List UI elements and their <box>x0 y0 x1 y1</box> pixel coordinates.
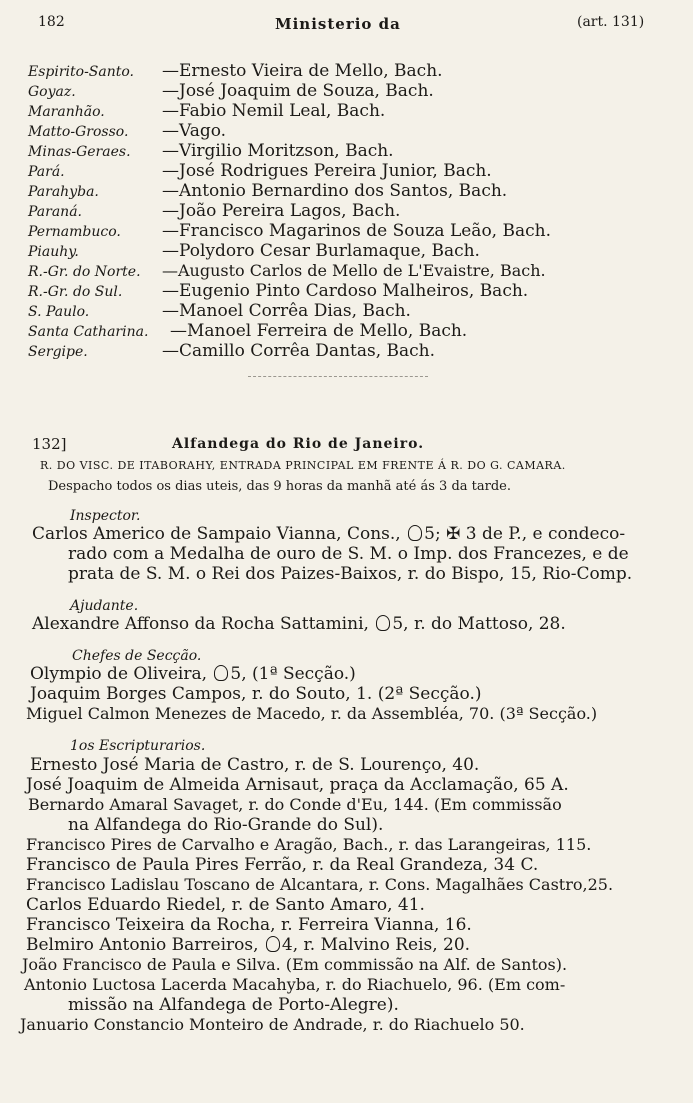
chefe-detail: 5, (1ª Secção.) <box>230 664 356 684</box>
role-escripturarios: 1os Escripturarios. <box>70 738 206 754</box>
section-title: Alfandega do Rio de Janeiro. <box>172 436 425 452</box>
escripturario-line: Ernesto José Maria de Castro, r. de S. Lourenço, 40. <box>30 755 480 775</box>
president-name: —José Joaquim de Souza, Bach. <box>162 81 434 101</box>
inspector-line: prata de S. M. o Rei dos Paizes-Baixos, r. do Bispo, 15, Rio-Comp. <box>68 564 633 584</box>
escripturario-line: Bernardo Amaral Savaget, r. do Conde d'Eu, 144. (Em commissão <box>28 795 562 814</box>
province-label: Minas-Geraes. <box>28 144 131 160</box>
escripturario-name: Belmiro Antonio Barreiros, <box>26 935 259 955</box>
role-inspector: Inspector. <box>70 508 141 524</box>
section-hours: Despacho todos os dias uteis, das 9 horas da manhã até ás 3 da tarde. <box>48 479 511 494</box>
province-label: Pernambuco. <box>28 224 121 240</box>
escripturario-line <box>26 935 470 955</box>
province-label: S. Paulo. <box>28 304 90 320</box>
escripturario-line: Francisco Teixeira da Rocha, r. Ferreira Vianna, 16. <box>26 915 472 935</box>
escripturario-line: Antonio Luctosa Lacerda Macahyba, r. do Riachuelo, 96. (Em com- <box>24 975 566 994</box>
ajudante-line <box>32 614 566 634</box>
escripturario-line: missão na Alfandega de Porto-Alegre). <box>68 995 399 1015</box>
escripturario-line: José Joaquim de Almeida Arnisaut, praça da Acclamação, 65 A. <box>26 775 569 795</box>
page-number: 182 <box>38 14 65 30</box>
province-label: Maranhão. <box>28 104 105 120</box>
province-label: Matto-Grosso. <box>28 124 129 140</box>
escripturario-line: na Alfandega do Rio-Grande do Sul). <box>68 815 384 835</box>
president-name: —Manoel Ferreira de Mello, Bach. <box>170 321 468 341</box>
province-label: Parahyba. <box>28 184 99 200</box>
president-name: —Antonio Bernardino dos Santos, Bach. <box>162 181 508 201</box>
inspector-decoration: ✠ 3 de P., e condeco- <box>446 524 626 544</box>
province-label: Espirito-Santo. <box>28 64 135 80</box>
ajudante-address: 5, r. do Mattoso, 28. <box>392 614 566 634</box>
inspector-line: rado com a Medalha de ouro de S. M. o Imp. dos Francezes, e de <box>68 544 629 564</box>
province-label: Paraná. <box>28 204 82 220</box>
province-label: R.-Gr. do Sul. <box>28 284 123 300</box>
province-label: Piauhy. <box>28 244 79 260</box>
chefe-name: Olympio de Oliveira, <box>30 664 207 684</box>
role-chefes: Chefes de Secção. <box>72 648 202 664</box>
president-name: —Polydoro Cesar Burlamaque, Bach. <box>162 241 480 261</box>
chefe-line: Joaquim Borges Campos, r. do Souto, 1. (2ª Secção.) <box>30 684 482 704</box>
ajudante-name: Alexandre Affonso da Rocha Sattamini, <box>32 614 369 634</box>
president-name: —João Pereira Lagos, Bach. <box>162 201 401 221</box>
article-reference: (art. 131) <box>577 14 645 30</box>
president-name: —Vago. <box>162 121 227 141</box>
province-label: Sergipe. <box>28 344 88 360</box>
inspector-line <box>32 524 625 544</box>
chefe-line: Miguel Calmon Menezes de Macedo, r. da Assembléa, 70. (3ª Secção.) <box>26 704 598 723</box>
escripturario-line: Carlos Eduardo Riedel, r. de Santo Amaro, 41. <box>26 895 425 915</box>
president-name: —José Rodrigues Pereira Junior, Bach. <box>162 161 492 181</box>
escripturario-line: Januario Constancio Monteiro de Andrade, r. do Riachuelo 50. <box>20 1015 525 1034</box>
section-divider <box>248 376 428 377</box>
medal-icon <box>214 665 228 681</box>
president-name: —Manoel Corrêa Dias, Bach. <box>162 301 411 321</box>
running-title: Ministerio da <box>275 15 401 33</box>
escripturario-line: Francisco Ladislau Toscano de Alcantara, r. Cons. Magalhães Castro,25. <box>26 875 614 894</box>
section-address: R. DO VISC. DE ITABORAHY, ENTRADA PRINCIPAL EM FRENTE Á R. DO G. CAMARA. <box>40 459 566 472</box>
president-name: —Camillo Corrêa Dantas, Bach. <box>162 341 436 361</box>
chefe-line <box>30 664 356 684</box>
president-name: —Virgilio Moritzson, Bach. <box>162 141 394 161</box>
escripturario-line: Francisco Pires de Carvalho e Aragão, Bach., r. das Larangeiras, 115. <box>26 835 592 854</box>
escripturario-address: 4, r. Malvino Reis, 20. <box>281 935 471 955</box>
medal-icon <box>376 615 390 631</box>
president-name: —Fabio Nemil Leal, Bach. <box>162 101 386 121</box>
medal-icon <box>266 936 280 952</box>
role-ajudante: Ajudante. <box>70 598 139 614</box>
escripturario-line: Francisco de Paula Pires Ferrão, r. da Real Grandeza, 34 C. <box>26 855 539 875</box>
president-name: —Augusto Carlos de Mello de L'Evaistre, Bach. <box>162 261 546 280</box>
inspector-grade: 5; <box>424 524 441 544</box>
president-name: —Eugenio Pinto Cardoso Malheiros, Bach. <box>162 281 529 301</box>
province-label: Goyaz. <box>28 84 76 100</box>
escripturario-line: João Francisco de Paula e Silva. (Em commissão na Alf. de Santos). <box>22 955 568 974</box>
province-label: Pará. <box>28 164 65 180</box>
medal-icon <box>408 525 422 541</box>
inspector-name: Carlos Americo de Sampaio Vianna, Cons., <box>32 524 401 544</box>
province-label: R.-Gr. do Norte. <box>28 264 141 280</box>
section-number: 132] <box>32 435 67 453</box>
president-name: —Ernesto Vieira de Mello, Bach. <box>162 61 443 81</box>
province-label: Santa Catharina. <box>28 324 149 340</box>
president-name: —Francisco Magarinos de Souza Leão, Bach. <box>162 221 551 241</box>
